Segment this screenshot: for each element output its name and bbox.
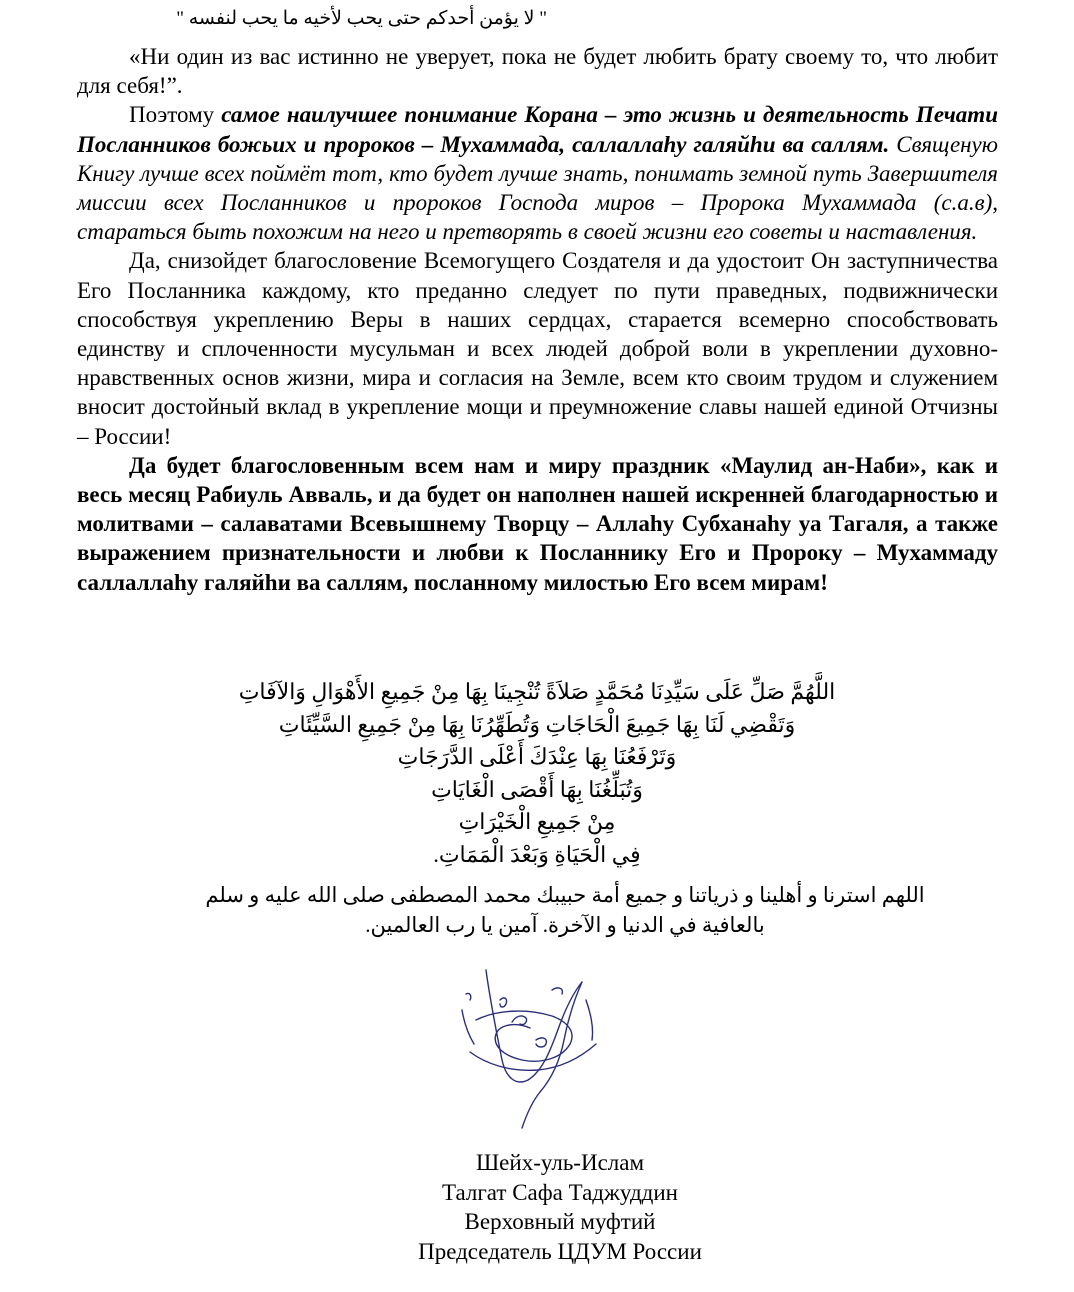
- prayer-line: بالعافية في الدنيا و الآخرة. آمين يا رب العالمين.: [365, 913, 765, 937]
- emphasis-bold-italic: самое наилучшее понимание Корана – это жизнь и деятельность Печати Посланников божьих и пророков – Мухаммада, саллаллаhу галяйhи ва саллям.: [77, 102, 998, 157]
- signatory-organization: Председатель ЦДУМ России: [418, 1238, 702, 1264]
- hadith-translation: «Ни один из вас истинно не уверует, пока не будет любить брату своему то, что любит для себя!”.: [77, 44, 998, 99]
- paragraph-quran-understanding: [77, 100, 998, 246]
- dua-line: وَتُبَلِّغُنَا بِهَا أَقْصَى الْغَايَاتِ: [431, 776, 643, 802]
- closing-prayer: [150, 880, 980, 940]
- paragraph-lead: Поэтому: [129, 102, 222, 128]
- signatory-title: Шейх-уль-Ислам: [475, 1150, 645, 1175]
- signatory-name: Талгат Сафа Таджуддин: [442, 1179, 678, 1205]
- handwritten-signature: [456, 960, 616, 1130]
- salawat-prayer: [237, 676, 837, 871]
- dua-line: مِنْ جَمِيعِ الْخَيْرَاتِ: [458, 809, 616, 834]
- paragraph-blessing: Да, снизойдет благословение Всемогущего Создателя и да удостоит Он заступничества Его Посланника каждому, кто преданно следует по пути праведных, подвижнически способствуя укреплению Веры в наших сердцах, старается всемерно способствовать единству и сплоченности мусульман и всех людей доброй воли в укреплении духовно-нравственных основ жизни, мира и согласия на Земле, всем кто своим трудом и служением вносит достойный вклад в укрепление мощи и преумножение славы нашей единой Отчизны – России!: [77, 248, 998, 449]
- dua-line: فِي الْحَيَاةِ وَبَعْدَ الْمَمَاتِ.: [433, 841, 641, 867]
- main-text: [77, 42, 998, 597]
- paragraph-holiday-greeting: Да будет благословенным всем нам и миру праздник «Маулид ан-Наби», как и весь месяц Рабиуль Авваль, и да будет он наполнен нашей искренней благодарностью и молитвами – салаватами Всевышнему Творцу – Аллаhу Субханаhу уа Тагаля, а также выражением признательности и любви к Посланнику Его и Пророку – Мухаммаду саллаллаhу галяйhи ва саллям, посланному милостью Его всем мирам!: [77, 452, 998, 595]
- signatory-block: [330, 1148, 790, 1266]
- dua-line: وَتَقْضِي لَنَا بِهَا جَمِيعَ الْحَاجَاتِ وَتُطَهِّرُنَا بِهَا مِنْ جَمِيعِ السَّيِّئَاتِ: [278, 711, 796, 737]
- dua-line: وَتَرْفَعُنَا بِهَا عِنْدَكَ أَعْلَى الدَّرَجَاتِ: [397, 744, 677, 769]
- dua-line: اللَّهُمَّ صَلِّ عَلَى سَيِّدِنَا مُحَمَّدٍ صَلاَةً تُنْجِينَا بِهَا مِنْ جَمِيعِ الأَهْوَالِ وَالآفَاتِ: [238, 679, 836, 704]
- prayer-line: اللهم استرنا و أهلينا و ذرياتنا و جميع أمة حبيبك محمد المصطفى صلى الله عليه و سلم: [205, 883, 925, 907]
- signature-strokes: [462, 970, 596, 1128]
- emphasis-italic: Священую Книгу лучше всех поймёт тот, кто будет лучше знать, понимать земной путь Завершителя миссии всех Посланников и пророков Господа миров – Пророка Мухаммада (с.а.в), стараться быть похожим на него и претворять в своей жизни его советы и наставления.: [77, 131, 998, 245]
- hadith-arabic: " لا يؤمن أحدكم حتى يحب لأخيه ما يحب لنفسه ": [176, 8, 547, 29]
- signatory-position: Верховный муфтий: [464, 1209, 656, 1234]
